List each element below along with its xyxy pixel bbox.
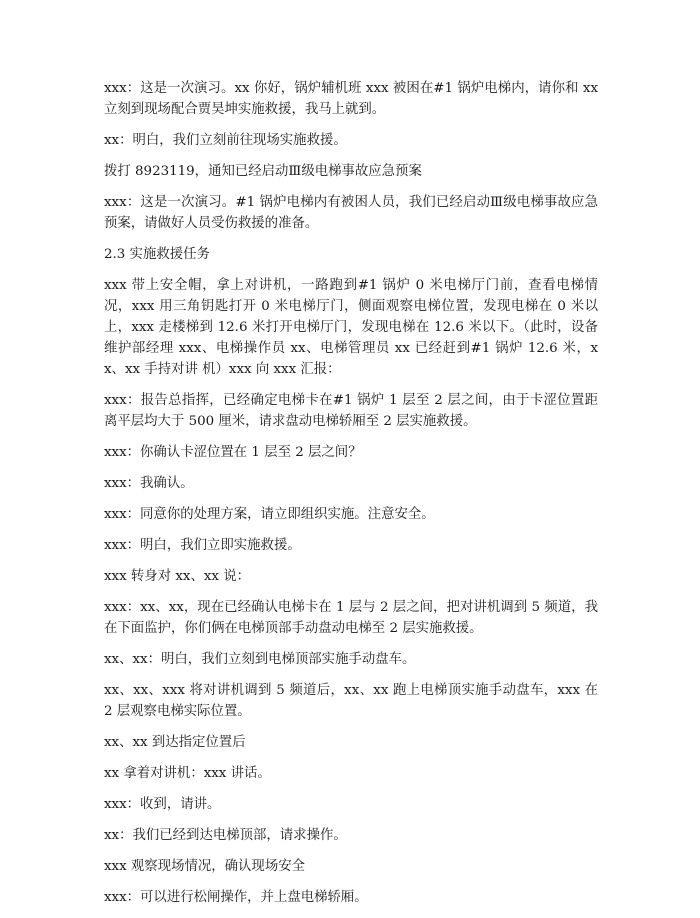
paragraph-1: xxx：这是一次演习。xx 你好，锅炉辅机班 xxx 被困在#1 锅炉电梯内，请你和 xx 立刻到现场配合贾昊坤实施救援，我马上就到。 <box>104 81 598 117</box>
paragraph-10: xxx：明白，我们立即实施救援。 <box>104 538 301 553</box>
paragraph-5: xxx 带上安全帽，拿上对讲机，一路跑到#1 锅炉 0 米电梯厅门前，查看电梯情况，xxx 用三角钥匙打开 0 米电梯厅门，侧面观察电梯位置，发现电梯在 0 米以上，xxx 走楼梯到 12.6 米打开电梯厅门，发现电梯在 12.6 米以下。（此时，设备维护部经理 xxx、电梯操作员 xx、电梯管理员 xx 已经赶到#1 锅炉 12.6 米，xx、xx 手持对讲 机）xxx 向 xxx 汇报： <box>104 278 598 377</box>
paragraph-2: xx：明白，我们立刻前往现场实施救援。 <box>104 133 347 148</box>
paragraph-14: xx、xx、xxx 将对讲机调到 5 频道后，xx、xx 跑上电梯顶实施手动盘车，xxx 在 2 层观察电梯实际位置。 <box>104 683 598 719</box>
paragraph-11: xxx 转身对 xx、xx 说： <box>104 569 250 584</box>
paragraph-15: xx、xx 到达指定位置后 <box>104 735 246 750</box>
paragraph-7: xxx：你确认卡涩位置在 1 层至 2 层之间？ <box>104 445 362 460</box>
paragraph-12: xxx：xx、xx，现在已经确认电梯卡在 1 层与 2 层之间，把对讲机调到 5 频道，我在下面监护，你们俩在电梯顶部手动盘动电梯至 2 层实施救援。 <box>104 600 598 636</box>
paragraph-13: xx、xx：明白，我们立刻到电梯顶部实施手动盘车。 <box>104 652 416 667</box>
paragraph-20: xxx：可以进行松闸操作，并上盘电梯轿厢。 <box>104 890 368 905</box>
paragraph-19: xxx 观察现场情况，确认现场安全 <box>104 859 305 874</box>
paragraph-3: 拨打 8923119，通知已经启动Ⅲ级电梯事故应急预案 <box>104 164 422 179</box>
section-heading: 2.3 实施救援任务 <box>104 247 210 262</box>
paragraph-9: xxx：同意你的处理方案，请立即组织实施。注意安全。 <box>104 507 435 522</box>
paragraph-8: xxx：我确认。 <box>104 476 194 491</box>
paragraph-17: xxx：收到，请讲。 <box>104 797 221 812</box>
paragraph-4: xxx：这是一次演习。#1 锅炉电梯内有被困人员，我们已经启动Ⅲ级电梯事故应急预案，请做好人员受伤救援的准备。 <box>104 195 598 231</box>
paragraph-16: xx 拿着对讲机：xxx 讲话。 <box>104 766 271 781</box>
document-page <box>104 78 598 918</box>
paragraph-18: xx：我们已经到达电梯顶部，请求操作。 <box>104 828 347 843</box>
paragraph-6: xxx：报告总指挥，已经确定电梯卡在#1 锅炉 1 层至 2 层之间，由于卡涩位置距离平层均大于 500 厘米，请求盘动电梯轿厢至 2 层实施救援。 <box>104 393 598 429</box>
